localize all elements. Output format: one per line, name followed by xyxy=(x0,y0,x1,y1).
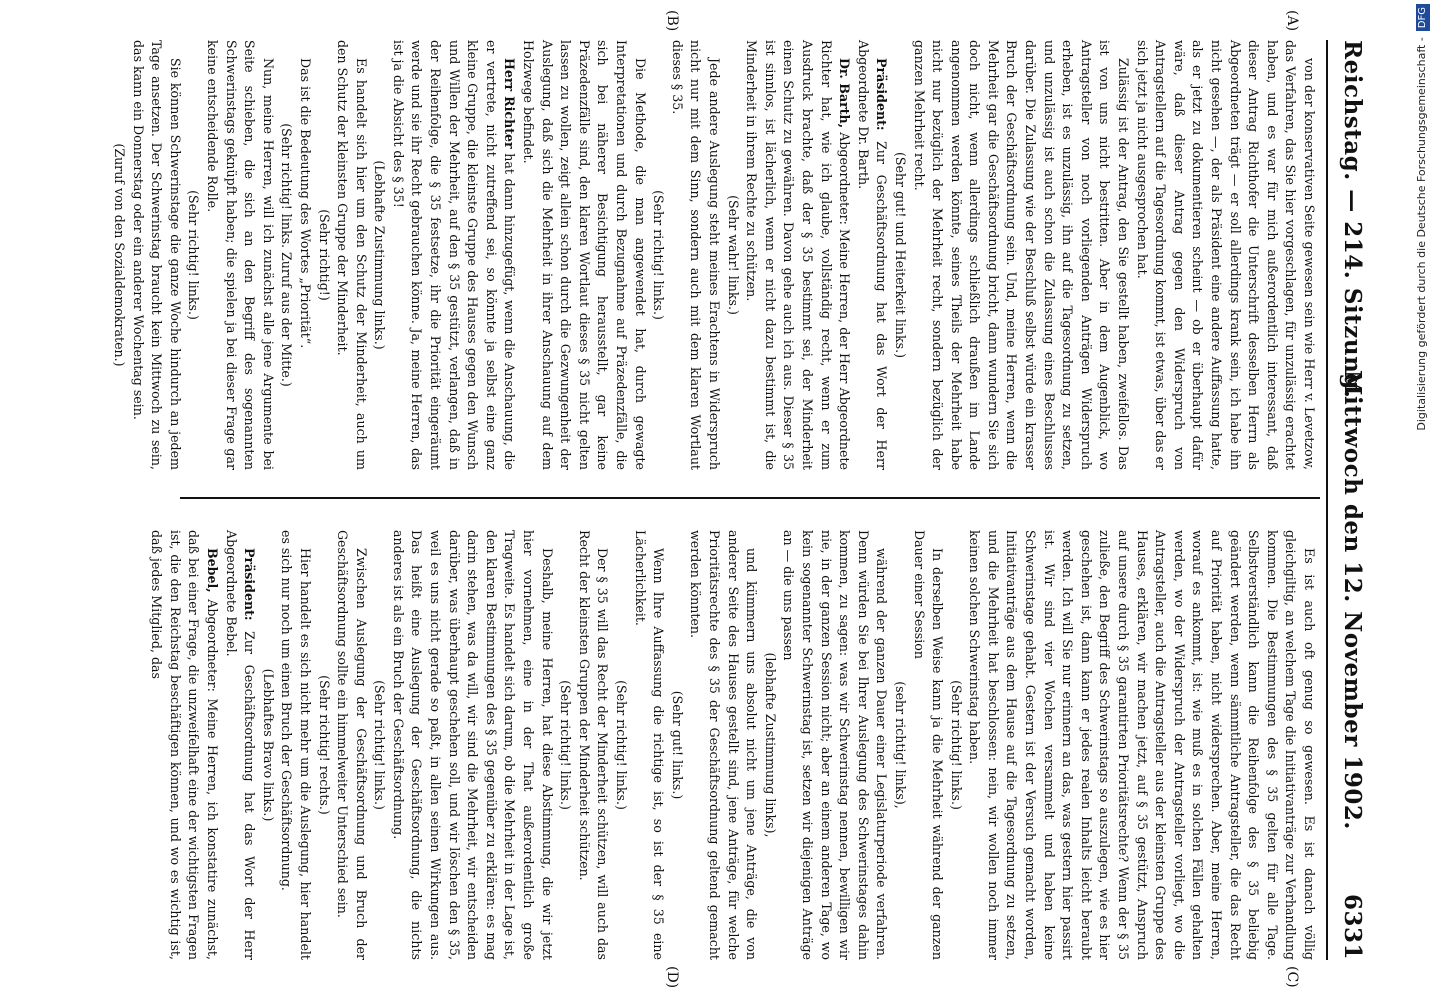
paragraph: Die Methode, die man angewendet hat, durch gewagte Interpretationen und durch Bezugnahme auf Präzedenzfälle, die sich bei näherer Besichtigung herausstellt, gar keine Präzedenzfälle sind, den klaren Wortlaut dieses § 35 nicht gelten lassen zu wollen, zeigt allein schon durch die Gezwungenheit der Auslegung, daß sich die Mehrheit in ihrer Anschauung auf dem Holzwege befindet. xyxy=(521,40,648,470)
paragraph: Es ist auch oft genug so gewesen. Es ist danach völlig gleichgiltig, an welchem Tage die Initiativanträge zur Verhandlung kommen. Die Bestimmungen des § 35 gelten für alle Tage. Selbstverständlich kann die Reihenfolge des § 35 beliebig geändert werden, wenn sämmtliche Antragsteller, die das Recht auf Priorität haben, nicht widersprechen. Aber, meine Herren, worauf es ankommt, ist: wie muß es in solchen Fällen gehalten werden, wo der Widerspruch der Antragsteller vorliegt, wo die Antragsteller, auch die Antragsteller aus der kleinsten Gruppe des Hauses, erklären, wir machen jetzt, auf § 35 gestützt, Anspruch auf unsere durch § 35 garantirten Prioritätsrechte? Wenn der § 35 zuließe, den Begriff des Schwerinstags so auszulegen, wie es hier geschehen ist, dann kann er jedes realen Inhalts leicht beraubt werden. Ich will Sie nur erinnern an das, was gestern hier passirt ist. Wir sind vier Wochen versammelt und haben keine Schwerinstage gehabt. Gestern ist der Versuch gemacht worden, Initiativanträge aus dem Hause auf die Tagesordnung zu setzen, und die Mehrheit hat beschlossen: nein, wir wollen noch immer keinen solchen Schwerinstag haben. xyxy=(967,530,1317,960)
paragraph: (Sehr richtig! links. Zuruf aus der Mitte.) xyxy=(279,123,295,387)
paragraph: (Sehr richtig!) xyxy=(316,209,332,301)
paragraph: Präsident: Zur Geschäftsordnung hat das Wort der Herr Abgeordnete Bebel. xyxy=(223,530,258,960)
paragraph: (Lebhafte Zustimmung links.) xyxy=(372,160,388,350)
column-divider xyxy=(180,497,1320,499)
paragraph: (Sehr gut! und Heiterkeit links.) xyxy=(892,151,908,359)
paragraph: (Sehr richtig! links.) xyxy=(651,190,667,320)
paragraph: während der ganzen Dauer einer Legislaturperiode verfahren. Denn würden Sie bei Ihrer Auslegung des Schwerinstages dahin kommen, zu sagen: was wir Schwerinstag nennen, bewilligen wir nie, in der ganzen Session nicht; aber an einem anderen Tage, wo kein sogenannter Schwerinstag ist, setzen wir diejenigen Anträge an — die uns passen xyxy=(781,530,890,960)
left-column xyxy=(112,40,1318,471)
header-session: Reichstag. — 214. Sitzung. xyxy=(1339,40,1366,399)
paragraph: Sie können Schwerinstage die ganze Woche hindurch an jedem Tage ansetzen. Der Schwerinstag braucht kein Mittwoch zu sein, das kann ein Donnerstag oder ein anderer Wochentag sein. xyxy=(130,40,183,470)
header-rule xyxy=(1326,40,1328,960)
paragraph: (Zuruf von den Sozialdemokraten.) xyxy=(112,143,127,367)
paragraph: Jede andere Auslegung steht meines Erachtens in Widerspruch nicht nur mit dem Sinn, sondern auch mit dem klaren Wortlaut dieses § 35. xyxy=(669,40,722,470)
paragraph: (Sehr richtig! links.) xyxy=(948,680,964,810)
margin-marker-c: (C) xyxy=(1284,966,1300,988)
paragraph: Es handelt sich hier um den Schutz der Minderheit, auch um den Schutz der kleinsten Gruppe der Minderheit. xyxy=(335,40,369,470)
paragraph: (lebhafte Zustimmung links), xyxy=(762,652,778,838)
dfg-logo: DFG xyxy=(1416,4,1430,31)
paragraph: (sehr richtig! links), xyxy=(892,681,908,809)
margin-marker-a: (A) xyxy=(1284,10,1300,32)
paragraph: Bebel, Abgeordneter: Meine Herren, ich konstatire zunächst, daß bei einer Frage, die unzweifelhaft eine der wichtigsten Fragen ist, die den Reichstag beschäftigen können, und wo es wichtig ist, daß jedes Mitglied, das xyxy=(149,530,220,960)
paragraph: Hier handelt es sich nicht mehr um die Auslegung, hier handelt es sich nur noch um einen Bruch der Geschäftsordnung. xyxy=(279,530,313,960)
paragraph: (Sehr wahr! links.) xyxy=(725,195,741,315)
paragraph: Zwischen Auslegung der Geschäftsordnung und Bruch der Geschäftsordnung sollte ein himmelweiter Unterschied sein. xyxy=(335,530,369,960)
paragraph: Deshalb, meine Herren, hat diese Abstimmung, die wir jetzt hier vornehmen, eine in der That außerordentlich große Tragweite. Es handelt sich darum, ob die Mehrheit in der Lage ist, den klaren Bestimmungen des § 35 gegenüber zu erklären: es mag darin stehen, was da will, wir sind die Mehrheit, wir entscheiden darüber, was überhaupt geschehen soll, und wir löschen den § 35, weil es uns nicht gerade so paßt, in allen seinen Wirkungen aus. Das heißt eine Auslegung der Geschäftsordnung, die nichts anderes ist als ein Bruch der Geschäftsordnung. xyxy=(390,530,555,960)
paragraph: (Sehr richtig! links.) xyxy=(186,190,202,320)
page-header xyxy=(1332,40,1366,960)
paragraph: Wenn Ihre Auffassung die richtige ist, so ist der § 35 eine Lächerlichkeit. xyxy=(632,530,667,960)
paragraph: Zulässig ist der Antrag, den Sie gestellt haben, zweifellos. Das ist von uns nicht bestritten. Aber in dem Augenblick, wo Antragsteller von noch vorliegenden Anträgen Widerspruch erheben, ist es unzulässig, ihn auf die Tagesordnung zu setzen, und unzulässig ist auch schon die Zulassung eines Beschlusses darüber. Die Zulassung wie der Beschluß selbst würde ein krasser Bruch der Geschäftsordnung sein. Und, meine Herren, wenn die Mehrheit gar die Geschäftsordnung bricht, dann wundern Sie sich doch nicht, wenn allerdings schließlich draußen im Lande angenommen werden könnte, seines Theils der Mehrheit habe nicht nur bezüglich der Mehrheit recht, sondern bezüglich der ganzen Mehrheit recht. xyxy=(911,40,1132,470)
header-page-number: 6331 xyxy=(1339,893,1366,960)
margin-marker-d: (D) xyxy=(664,966,680,989)
paragraph: (Sehr richtig! links.) xyxy=(372,680,388,810)
paragraph: (Lebhaftes Bravo links.) xyxy=(260,668,276,822)
paragraph: In derselben Weise kann ja die Mehrheit während der ganzen Dauer einer Session xyxy=(911,530,946,960)
paragraph: (Sehr richtig! links.) xyxy=(558,680,574,810)
paragraph: von der konservativen Seite gewesen sein wie Herr v. Levetzow, das Verfahren, das Sie hier vorgeschlagen, für unzulässig erachtet haben, und es war für mich außerordentlich interessant, daß dieser Antrag Richthofer die Unterschrift desselben Herrn als Abgeordneten trägt — er soll allerdings krank sein, ich habe ihn nicht gesehen —, der als Präsident eine andere Auffassung hatte, als er jetzt zu dokumentieren scheint — ob er überhaupt dafür wäre, daß dieser Antrag gegen den Widerspruch von Antragstellern auf die Tagesordnung kommt, ist etwas, über das er sich jetzt ja nicht ausgesprochen hat. xyxy=(1134,40,1317,470)
dfg-credit-strip xyxy=(1412,4,1432,1000)
margin-marker-b: (B) xyxy=(664,10,680,32)
header-date: Mittwoch den 12. November 1902. xyxy=(1339,370,1366,830)
paragraph: Präsident: Zur Geschäftsordnung hat das Wort der Herr Abgeordnete Dr. Barth. xyxy=(855,40,890,470)
dfg-credit-text: Digitalisierung gefördert durch die Deutsche Forschungsgemeinschaft - xyxy=(1415,37,1428,431)
paragraph: (Sehr richtig! links.) xyxy=(614,680,630,810)
paragraph: und kümmern uns absolut nicht um jene Anträge, die von anderer Seite des Hauses gestellt sind, jene Anträge, für welche Prioritätsrechte des § 35 der Geschäftsordnung geltend gemacht werden könnten. xyxy=(688,530,760,960)
paragraph: Herr Richter hat dann hinzugefügt, wenn die Anschauung, die er vertrete, nicht zutreffend sei, so könnte ja selbst eine ganz kleine Gruppe, die kleinste Gruppe des Hauses gegen den Wunsch und Willen der Mehrheit, auf den § 35 gestützt, verlangen, daß in der Reihenfolge, die § 35 festsetze, ihr die Priorität eingeräumt werde und sie ihr Recht gebrauchen könne. Ja, meine Herren, das ist ja die Absicht des § 35! xyxy=(390,40,518,470)
right-column xyxy=(149,530,1318,960)
paragraph: Der § 35 will das Recht der Minderheit schützen, will auch das Recht der kleinsten Gruppen der Minderheit schützen. xyxy=(576,530,611,960)
paragraph: (Sehr gut! links.) xyxy=(669,690,685,800)
paragraph: Dr. Barth, Abgeordneter: Meine Herren, der Herr Abgeordnete Richter hat, wie ich glaube, vollständig recht, wenn er zum Ausdruck brachte, daß der § 35 bestimmt sei, der Minderheit einen Schutz zu gewähren. Davon gehe auch ich aus. Dieser § 35 ist sinnlos, ist lächerlich, wenn er nicht dazu bestimmt ist, die Minderheit in ihrem Rechte zu schützen. xyxy=(744,40,853,471)
paragraph: (Sehr richtig! rechts.) xyxy=(316,675,332,815)
paragraph: Nun, meine Herren, will ich zunächst alle jene Argumente bei Seite schieben, die sich an den Begriff des sogenannten Schwerinstags geknüpft haben; die spielen ja bei dieser Frage gar keine entscheidende Rolle. xyxy=(204,40,276,470)
paragraph: Das ist die Bedeutung des Wortes „Priorität“. xyxy=(297,58,313,349)
